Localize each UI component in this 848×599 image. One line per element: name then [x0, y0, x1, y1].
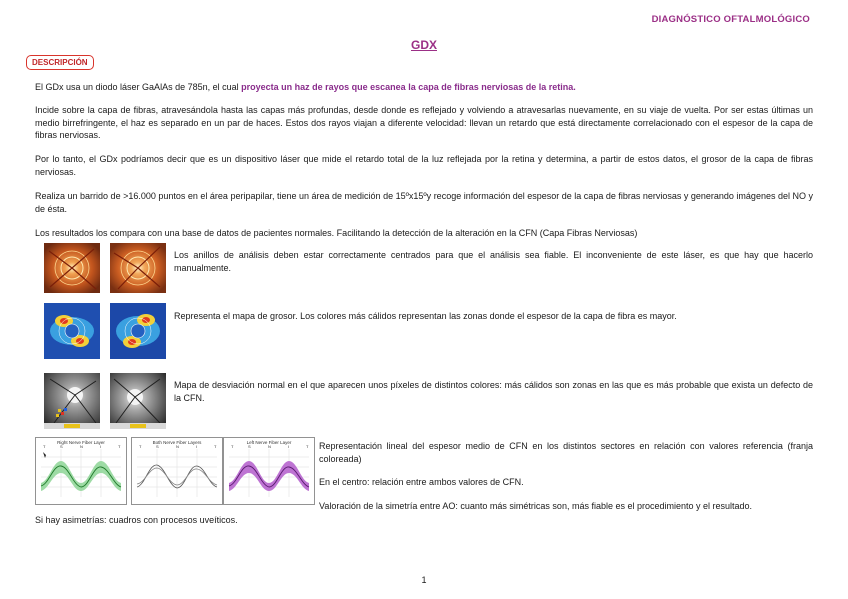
thickness-map-right: [110, 303, 166, 359]
paragraph-summary: Por lo tanto, el GDx podríamos decir que es un dispositivo láser que mide el retardo total de la luz reflejada por la retina y determina, a partir de estos datos, el grosor de la capa de fibras nerviosas.: [35, 154, 813, 177]
header-section-label: DIAGNÓSTICO OFTALMOLÓGICO: [651, 14, 810, 25]
description-badge: DESCRIPCIÓN: [26, 55, 94, 70]
intro-highlight: proyecta un haz de rayos que escanea la capa de fibras nerviosas de la retina.: [241, 82, 576, 92]
graph-axis-t-end-both: T: [214, 444, 217, 449]
graph-left-nerve-fiber-layer: [223, 437, 315, 505]
graph-axis-t-start-right: T: [43, 444, 46, 449]
graph-axis-t-end-left: T: [306, 444, 309, 449]
graph-title-right: Right Nerve Fiber Layer: [57, 440, 105, 445]
item-thickness-map: Representa el mapa de grosor. Los colores más cálidos representan las zonas donde el espesor de la capa de fibra es mayor.: [174, 311, 677, 321]
graph-axis-t-end-right: T: [118, 444, 121, 449]
paragraph-comparison: Los resultados los compara con una base de datos de pacientes normales. Facilitando la detección de la alteración en la CFN (Capa Fibras Nerviosas): [35, 228, 638, 238]
graph-right-nerve-fiber-layer: [35, 437, 127, 505]
graph-axis-n-both: N: [176, 444, 179, 449]
deviation-map-right: [110, 373, 166, 429]
fundus-image-left: [44, 243, 100, 293]
item-deviation-map: Mapa de desviación normal en el que aparecen unos píxeles de distintos colores: más cálidos son zonas en las que es más probable que exista un defecto de la CFN.: [174, 380, 813, 403]
final-note: Si hay asimetrías: cuadros con procesos uveíticos.: [35, 515, 238, 525]
graph-text-center: En el centro: relación entre ambos valores de CFN.: [319, 477, 524, 487]
paragraph-incidence: Incide sobre la capa de fibras, atravesándola hasta las capas más profundas, desde donde es reflejado y volviendo a atravesarlas nuevamente, en su viaje de vuelta. Por ser estas últimas un medio birrefringente, el haz es separado en un par de haces. Estos dos rayos viajan a diferente velocidad: llevan un retardo que está directamente correlacionado con el espesor de la capa de fibras nerviosas.: [35, 105, 813, 140]
graph-both-nerve-fiber-layers: [131, 437, 223, 505]
graph-text-representation: Representación lineal del espesor medio de CFN en los distintos sectores en relación con valores referencia (franja coloreada): [319, 441, 813, 464]
page-title: GDX: [410, 38, 437, 52]
graph-axis-i-right: I: [100, 444, 102, 449]
graph-title-left: Left Nerve Fiber Layer: [246, 440, 292, 445]
graph-axis-t-start-left: T: [231, 444, 234, 449]
graph-axis-s-right: S: [60, 444, 63, 449]
graph-title-both: Both Nerve Fiber Layers: [152, 440, 202, 445]
fundus-image-right: [110, 243, 166, 293]
thickness-map-left: [44, 303, 100, 359]
page-number: 1: [421, 575, 427, 585]
intro-paragraph: [35, 81, 813, 94]
graph-axis-n-right: N: [80, 444, 83, 449]
graph-axis-i-both: I: [196, 444, 198, 449]
graph-axis-t-start-both: T: [139, 444, 142, 449]
graph-axis-s-left: S: [248, 444, 251, 449]
graph-axis-i-left: I: [288, 444, 290, 449]
graph-axis-s-both: S: [156, 444, 159, 449]
item-analysis-rings: Los anillos de análisis deben estar correctamente centrados para que el análisis sea fiable. El inconveniente de este láser, es que hay que hacerlo manualmente.: [174, 250, 813, 273]
intro-text: El GDx usa un diodo láser GaAlAs de 785n, el cual: [35, 82, 242, 92]
deviation-map-left: [44, 373, 100, 429]
graph-text-symmetry: Valoración de la simetría entre AO: cuanto más simétricas son, más fiable es el procedimiento y el resultado.: [319, 501, 753, 511]
paragraph-scan: Realiza un barrido de >16.000 puntos en el área peripapilar, tiene un área de medición de 15ºx15ºy recoge información del espesor de la capa de fibras nerviosas y generando imágenes del NO y de ésta.: [35, 191, 813, 214]
graph-axis-n-left: N: [268, 444, 271, 449]
